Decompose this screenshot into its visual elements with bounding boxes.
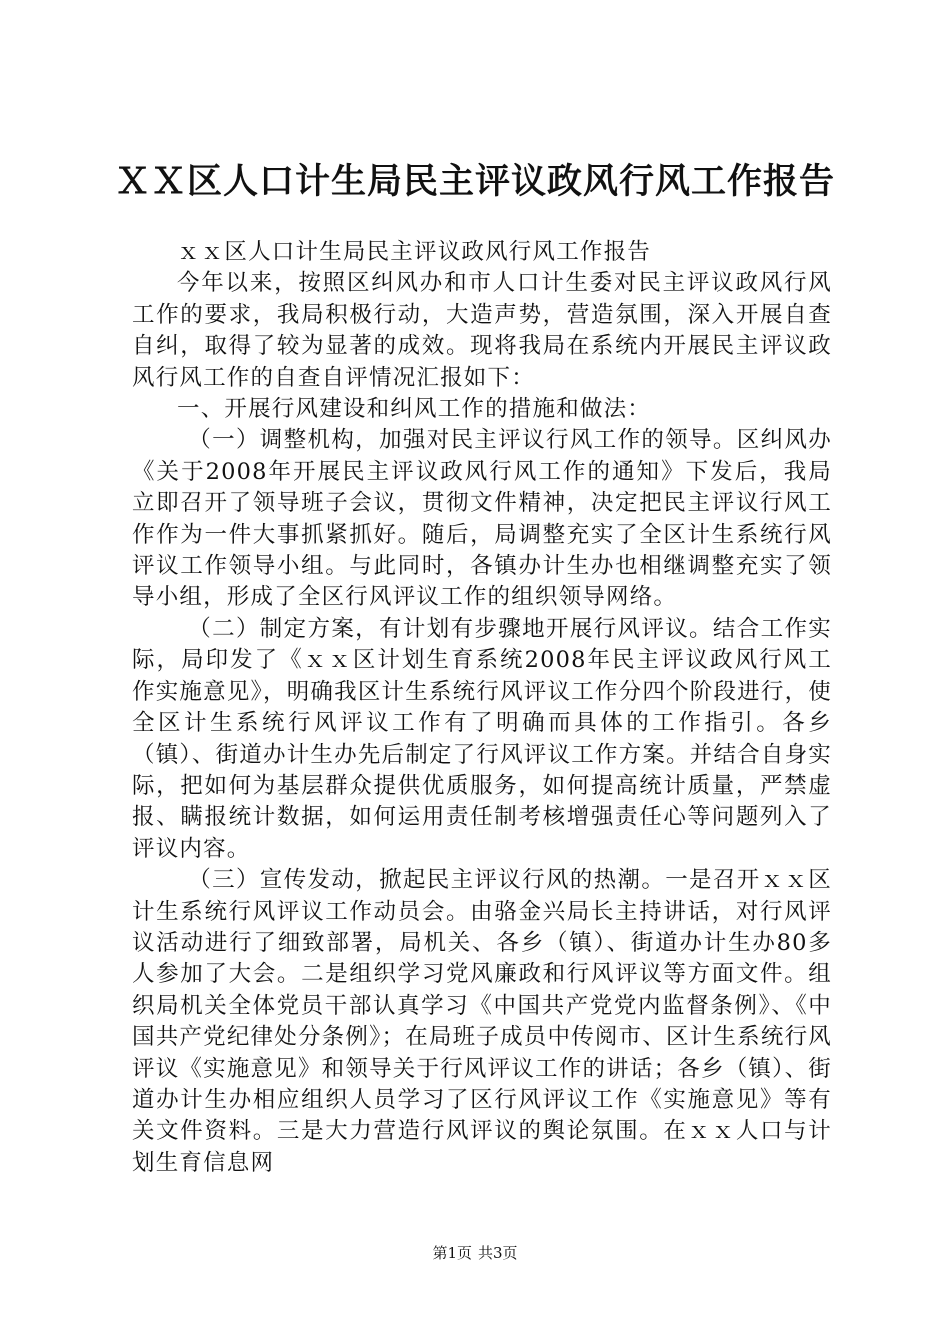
page-footer xyxy=(0,1243,950,1263)
body-paragraph: （一）调整机构，加强对民主评议行风工作的领导。区纠风办《关于2008年开展民主评议政风行风工作的通知》下发后，我局立即召开了领导班子会议，贯彻文件精神，决定把民主评议行风工作作为一件大事抓紧抓好。随后，局调整充实了全区计生系统行风评议工作领导小组。与此同时，各镇办计生办也相继调整充实了领导小组，形成了全区行风评议工作的组织领导网络。 xyxy=(132,427,832,611)
page-number: 第1页 xyxy=(432,1244,472,1262)
subtitle-paragraph: ｘｘ区人口计生局民主评议政风行风工作报告 xyxy=(177,239,652,265)
body-paragraph: （三）宣传发动，掀起民主评议行风的热潮。一是召开ｘｘ区计生系统行风评议工作动员会。由骆金兴局长主持讲话，对行风评议活动进行了细致部署，局机关、各乡（镇）、街道办计生办80多人参加了大会。二是组织学习党风廉政和行风评议等方面文件。组织局机关全体党员干部认真学习《中国共产党党内监督条例》、《中国共产党纪律处分条例》；在局班子成员中传阅市、区计生系统行风评议《实施意见》和领导关于行风评议工作的讲话；各乡（镇）、街道办计生办相应组织人员学习了区行风评议工作《实施意见》等有关文件资料。三是大力营造行风评议的舆论氛围。在ｘｘ人口与计划生育信息网 xyxy=(132,867,832,1176)
body-paragraph: （二）制定方案，有计划有步骤地开展行风评议。结合工作实际，局印发了《ｘｘ区计划生育系统2008年民主评议政风行风工作实施意见》，明确我区计生系统行风评议工作分四个阶段进行，使全区计生系统行风评议工作有了明确而具体的工作指引。各乡（镇）、街道办计生办先后制定了行风评议工作方案。并结合自身实际，把如何为基层群众提供优质服务，如何提高统计质量，严禁虚报、瞒报统计数据，如何运用责任制考核增强责任心等问题列入了评议内容。 xyxy=(132,615,832,862)
intro-paragraph: 今年以来，按照区纠风办和市人口计生委对民主评议政风行风工作的要求，我局积极行动，大造声势，营造氛围，深入开展自查自纠，取得了较为显著的成效。现将我局在系统内开展民主评议政风行风工作的自查自评情况汇报如下： xyxy=(132,270,832,391)
document-title: ＸＸ区人口计生局民主评议政风行风工作报告 xyxy=(114,161,835,202)
page-total: 共3页 xyxy=(478,1244,518,1262)
document-body xyxy=(132,237,832,1179)
section-heading: 一、开展行风建设和纠风工作的措施和做法： xyxy=(177,396,652,423)
